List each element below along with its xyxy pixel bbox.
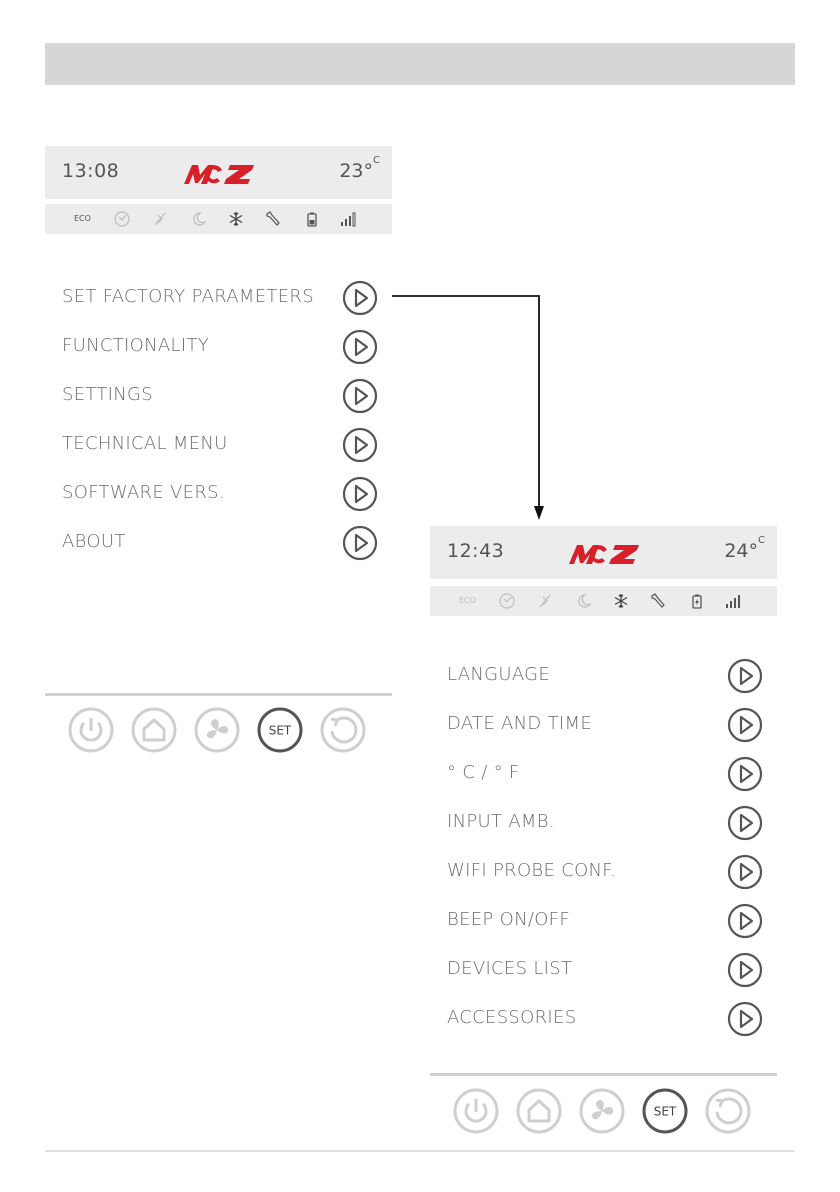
menu-item-label: SOFTWARE VERS. — [62, 482, 225, 503]
mcz-logo — [182, 162, 258, 186]
menu-item-label: SET FACTORY PARAMETERS — [62, 286, 314, 307]
menu-item-label: DEVICES LIST — [447, 958, 573, 979]
menu-item-technical-menu[interactable] — [62, 425, 378, 465]
menu-item-about[interactable] — [62, 523, 378, 563]
menu-item-wifi-probe-conf[interactable] — [447, 852, 763, 892]
signal-icon — [340, 211, 356, 227]
wrench-icon — [650, 593, 666, 609]
clock-icon — [499, 593, 515, 609]
status-bar — [45, 146, 392, 199]
back-button[interactable] — [705, 1088, 751, 1134]
play-arrow-icon[interactable] — [727, 805, 763, 841]
menu-item-settings[interactable] — [62, 376, 378, 416]
play-arrow-icon[interactable] — [727, 707, 763, 743]
play-arrow-icon[interactable] — [342, 280, 378, 316]
header-bar — [45, 43, 795, 85]
power-button[interactable] — [453, 1088, 499, 1134]
play-arrow-icon[interactable] — [727, 854, 763, 890]
power-button[interactable] — [68, 707, 114, 753]
play-arrow-icon[interactable] — [342, 525, 378, 561]
temperature: 23°$^C$ — [339, 154, 380, 182]
back-button[interactable] — [320, 707, 366, 753]
battery-icon — [304, 211, 320, 227]
set-button[interactable] — [642, 1088, 688, 1134]
clock: 12:43 — [447, 540, 505, 562]
moon-icon — [191, 211, 207, 227]
menu-item-label: INPUT AMB. — [447, 811, 555, 832]
temperature: 24°$^C$ — [724, 534, 765, 562]
menu-item-label: WIFI PROBE CONF. — [447, 860, 617, 881]
menu-item-language[interactable] — [447, 656, 763, 696]
menu-item-accessories[interactable] — [447, 999, 763, 1039]
play-arrow-icon[interactable] — [727, 756, 763, 792]
status-bar — [430, 526, 777, 579]
play-arrow-icon[interactable] — [342, 329, 378, 365]
menu-item-label: SETTINGS — [62, 384, 154, 405]
screen-settings-menu — [430, 526, 777, 1146]
eco-label: ECO — [459, 596, 476, 605]
fan-button[interactable] — [579, 1088, 625, 1134]
footer-divider — [45, 1150, 795, 1152]
mcz-logo — [567, 542, 643, 566]
play-arrow-icon[interactable] — [342, 378, 378, 414]
set-button[interactable] — [257, 707, 303, 753]
fan-off-icon — [152, 211, 168, 227]
battery-charging-icon — [689, 593, 705, 609]
menu-item-functionality[interactable] — [62, 327, 378, 367]
menu-item-date-and-time[interactable] — [447, 705, 763, 745]
menu-item-input-amb[interactable] — [447, 803, 763, 843]
menu-item-software-version[interactable] — [62, 474, 378, 514]
status-icon-bar — [45, 204, 392, 234]
clock: 13:08 — [62, 160, 120, 182]
menu-item-beep-on-off[interactable] — [447, 901, 763, 941]
nav-divider — [45, 693, 392, 696]
set-button-label: SET — [268, 723, 292, 738]
menu-item-label: FUNCTIONALITY — [62, 335, 210, 356]
wrench-icon — [265, 211, 281, 227]
play-arrow-icon[interactable] — [727, 658, 763, 694]
play-arrow-icon[interactable] — [727, 952, 763, 988]
menu-item-set-factory-parameters[interactable] — [62, 278, 378, 318]
home-button[interactable] — [131, 707, 177, 753]
menu-item-label: BEEP ON/OFF — [447, 909, 570, 930]
status-icon-bar — [430, 586, 777, 616]
menu-item-label: ABOUT — [62, 531, 126, 552]
menu-item-label: DATE AND TIME — [447, 713, 593, 734]
nav-divider — [430, 1073, 777, 1076]
signal-icon — [725, 593, 741, 609]
flow-arrow — [390, 290, 550, 522]
home-button[interactable] — [516, 1088, 562, 1134]
menu-item-devices-list[interactable] — [447, 950, 763, 990]
play-arrow-icon[interactable] — [342, 476, 378, 512]
menu-item-label: LANGUAGE — [447, 664, 551, 685]
menu-item-temperature-unit[interactable] — [447, 754, 763, 794]
fan-off-icon — [537, 593, 553, 609]
snowflake-icon — [228, 211, 244, 227]
fan-button[interactable] — [194, 707, 240, 753]
play-arrow-icon[interactable] — [342, 427, 378, 463]
menu-item-label: TECHNICAL MENU — [62, 433, 228, 454]
play-arrow-icon[interactable] — [727, 1001, 763, 1037]
screen-main-menu — [45, 146, 392, 756]
snowflake-icon — [613, 593, 629, 609]
clock-icon — [114, 211, 130, 227]
menu-item-label: ° C / ° F — [447, 762, 520, 783]
play-arrow-icon[interactable] — [727, 903, 763, 939]
menu-item-label: ACCESSORIES — [447, 1007, 577, 1028]
eco-label: ECO — [74, 214, 91, 223]
set-button-label: SET — [653, 1104, 677, 1119]
moon-icon — [576, 593, 592, 609]
